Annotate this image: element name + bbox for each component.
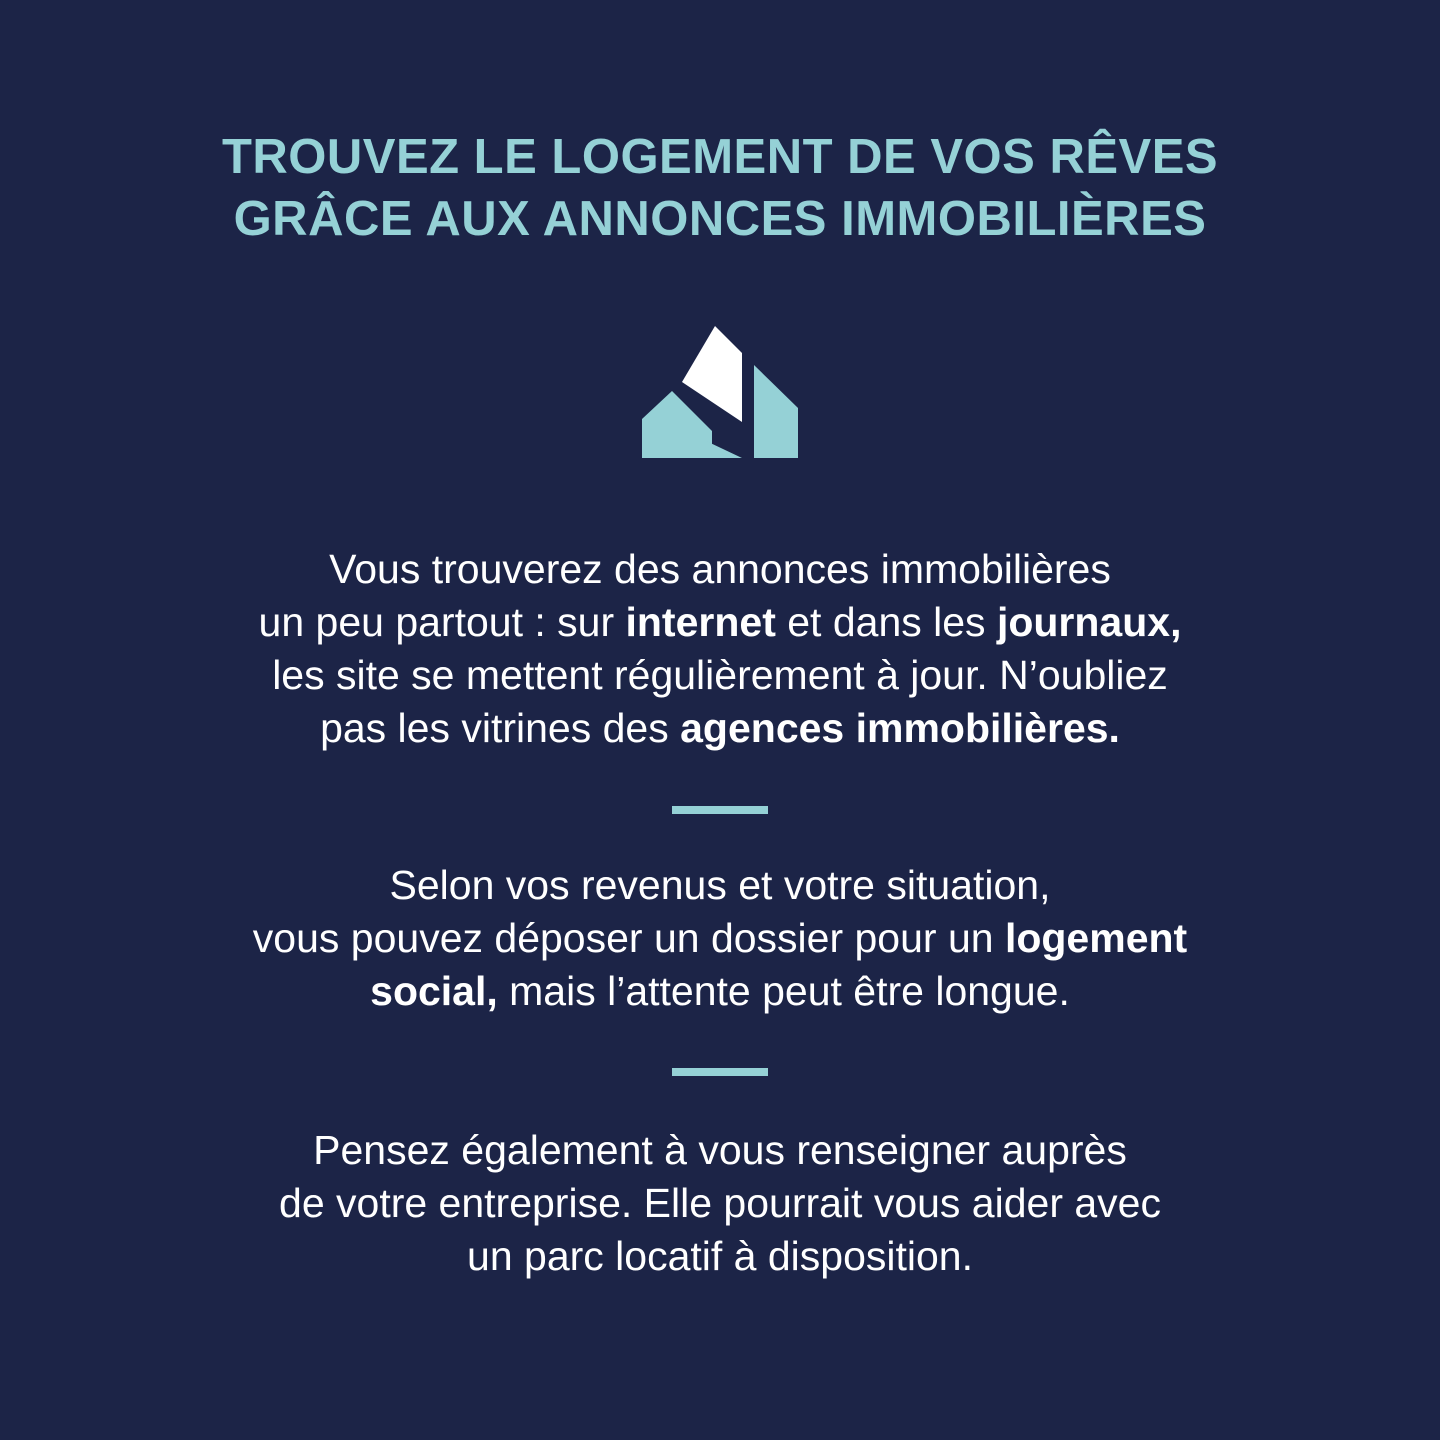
title-line-2: GRÂCE AUX ANNONCES IMMOBILIÈRES	[233, 192, 1207, 246]
logo-white-piece	[682, 326, 742, 422]
paragraph-line	[0, 596, 1440, 649]
highlight-agences: agences immobilières.	[680, 705, 1120, 751]
text-segment: un peu partout : sur	[258, 599, 626, 645]
highlight-journaux: journaux,	[996, 599, 1182, 645]
highlight-social: social,	[370, 968, 498, 1014]
page-title	[0, 126, 1440, 250]
paragraph-line	[0, 702, 1440, 755]
paragraph-line: les site se mettent régulièrement à jour. N’oubliez	[272, 652, 1168, 698]
title-line-1: TROUVEZ LE LOGEMENT DE VOS RÊVES	[221, 130, 1219, 184]
text-segment: mais l’attente peut être longue.	[497, 968, 1070, 1014]
paragraph-line: Selon vos revenus et votre situation,	[389, 862, 1051, 908]
highlight-logement: logement	[1004, 915, 1188, 961]
paragraph-line: de votre entreprise. Elle pourrait vous aider avec	[279, 1180, 1161, 1226]
paragraph-line: Vous trouverez des annonces immobilières	[329, 546, 1111, 592]
text-segment: pas les vitrines des	[320, 705, 681, 751]
house-logo-icon	[642, 326, 798, 458]
highlight-internet: internet	[625, 599, 776, 645]
paragraph-line	[0, 965, 1440, 1018]
paragraph-line: un parc locatif à disposition.	[467, 1233, 973, 1279]
paragraph-annonces	[0, 543, 1440, 755]
text-segment: et dans les	[775, 599, 997, 645]
separator-line	[672, 806, 768, 814]
separator-line	[672, 1068, 768, 1076]
paragraph-line	[0, 912, 1440, 965]
paragraph-entreprise	[0, 1124, 1440, 1283]
paragraph-line: Pensez également à vous renseigner auprès	[313, 1127, 1127, 1173]
paragraph-logement-social	[0, 859, 1440, 1018]
text-segment: vous pouvez déposer un dossier pour un	[252, 915, 1005, 961]
logo-right-piece	[754, 365, 798, 458]
